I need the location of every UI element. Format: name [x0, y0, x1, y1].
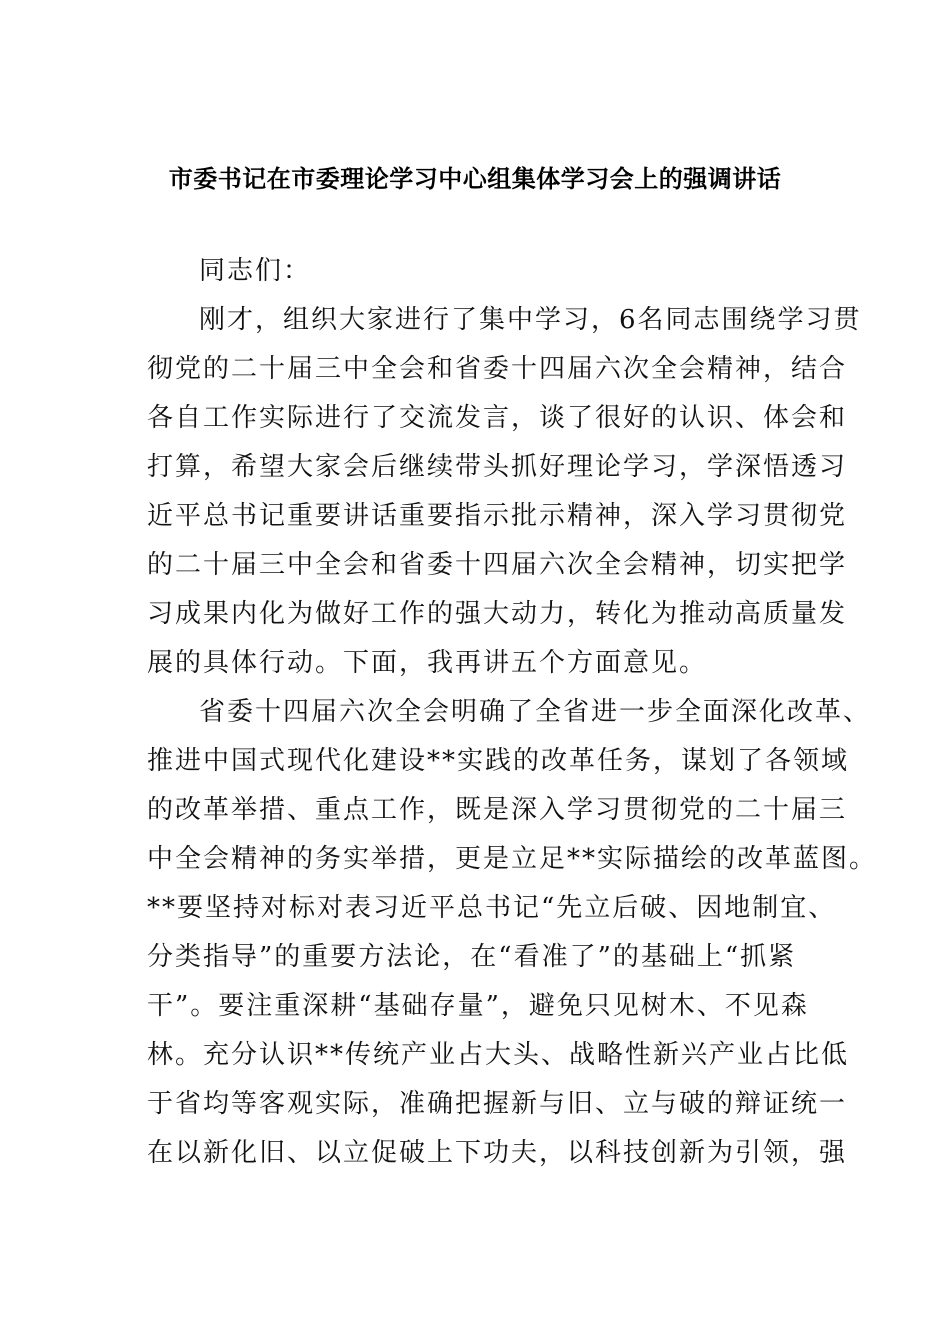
paragraph-2-line: **要坚持对标对表习近平总书记“先立后破、因地制宜、 — [147, 893, 837, 923]
document-title: 市委书记在市委理论学习中心组集体学习会上的强调讲话 — [168, 164, 782, 193]
paragraph-1-line: 展的具体行动。下面，我再讲五个方面意见。 — [147, 648, 708, 678]
paragraph-2-line: 的改革举措、重点工作，既是深入学习贯彻党的二十届三 — [147, 795, 848, 825]
paragraph-2-line: 于省均等客观实际，准确把握新与旧、立与破的辩证统一 — [147, 1089, 848, 1119]
paragraph-1-line: 近平总书记重要讲话重要指示批示精神，深入学习贯彻党 — [147, 501, 848, 531]
paragraph-1-line: 刚才，组织大家进行了集中学习，6名同志围绕学习贯 — [199, 305, 862, 335]
paragraph-2-line: 省委十四届六次全会明确了全省进一步全面深化改革、 — [199, 697, 872, 727]
paragraph-1-line: 打算，希望大家会后继续带头抓好理论学习，学深悟透习 — [147, 452, 848, 482]
paragraph-2-line: 中全会精神的务实举措，更是立足**实际描绘的改革蓝图。 — [147, 844, 878, 874]
paragraph-2-line: 在以新化旧、以立促破上下功夫，以科技创新为引领，强 — [147, 1138, 848, 1168]
paragraph-2-line: 推进中国式现代化建设**实践的改革任务，谋划了各领域 — [147, 746, 850, 776]
paragraph-1-line: 习成果内化为做好工作的强大动力，转化为推动高质量发 — [147, 599, 848, 629]
paragraph-1-line: 各自工作实际进行了交流发言，谈了很好的认识、体会和 — [147, 403, 848, 433]
paragraph-2-line: 干”。要注重深耕“基础存量”，避免只见树木、不见森 — [147, 991, 809, 1021]
paragraph-2-line: 分类指导”的重要方法论，在“看准了”的基础上“抓紧 — [147, 942, 797, 972]
salutation-line: 同志们： — [199, 256, 312, 286]
paragraph-1-line: 彻党的二十届三中全会和省委十四届六次全会精神，结合 — [147, 354, 848, 384]
paragraph-1-line: 的二十届三中全会和省委十四届六次全会精神，切实把学 — [147, 550, 848, 580]
document-body — [147, 247, 878, 1178]
paragraph-2-line: 林。充分认识**传统产业占大头、战略性新兴产业占比低 — [147, 1040, 850, 1070]
